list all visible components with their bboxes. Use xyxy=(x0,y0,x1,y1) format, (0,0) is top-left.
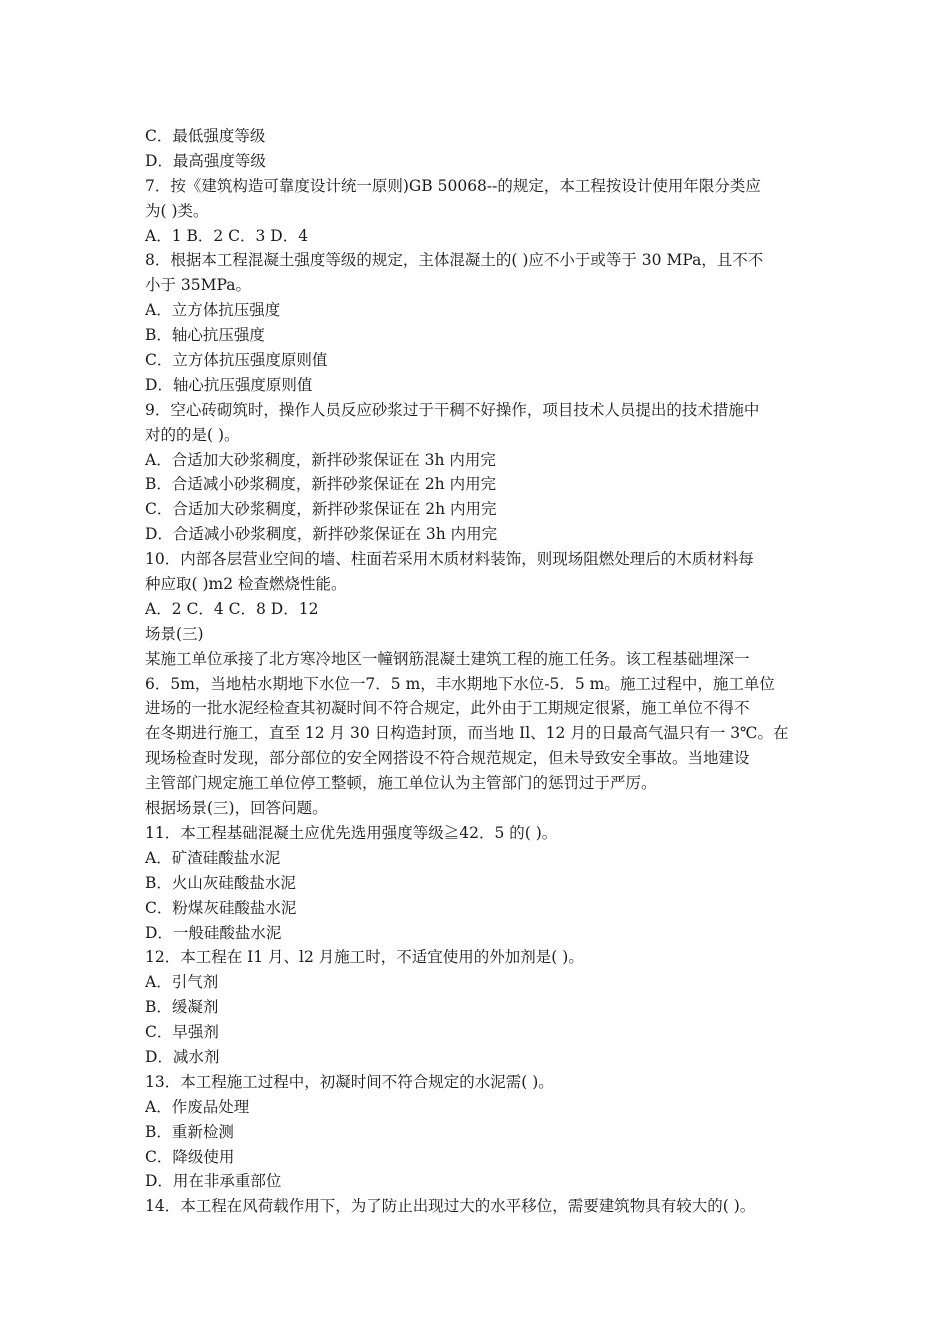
question-9-option-a: A．合适加大砂浆稠度，新拌砂浆保证在 3h 内用完 xyxy=(145,450,496,469)
question-13-option-d: D．用在非承重部位 xyxy=(145,1172,282,1191)
question-7-options: A．1 B．2 C．3 D．4 xyxy=(145,226,309,245)
question-10-options: A．2 C．4 C．8 D．12 xyxy=(145,599,319,618)
question-11-option-d: D．一般硅酸盐水泥 xyxy=(145,923,282,942)
option-d-line: D．最高强度等级 xyxy=(145,151,266,170)
scenario-text-line-5: 现场检查时发现，部分部位的安全网搭设不符合规范规定，但未导致安全事故。当地建设 xyxy=(145,749,750,768)
question-12-option-c: C．早强剂 xyxy=(145,1023,219,1042)
question-12: 12．本工程在 I1 月、l2 月施工时，不适宜使用的外加剂是( )。 xyxy=(145,948,584,967)
question-11: 11．本工程基础混凝土应优先选用强度等级≧42．5 的( )。 xyxy=(145,823,558,842)
question-13-option-a: A．作废品处理 xyxy=(145,1097,250,1116)
question-9-option-b: B．合适减小砂浆稠度，新拌砂浆保证在 2h 内用完 xyxy=(145,475,497,494)
question-8-line-2: 小于 35MPa。 xyxy=(145,276,251,295)
question-12-option-d: D．减水剂 xyxy=(145,1047,220,1066)
question-14: 14．本工程在风荷载作用下，为了防止出现过大的水平移位，需要建筑物具有较大的( )。 xyxy=(145,1197,756,1216)
scenario-text-line-4: 在冬期进行施工，直至 12 月 30 日构造封顶，而当地 Il、12 月的日最高气温只有一 3℃。在 xyxy=(145,724,789,743)
question-9-line-1: 9．空心砖砌筑时，操作人员反应砂浆过于干稠不好操作，项目技术人员提出的技术措施中 xyxy=(145,400,760,419)
question-8-option-d: D．轴心抗压强度原则值 xyxy=(145,375,313,394)
question-9-line-2: 对的的是( )。 xyxy=(145,425,240,444)
scenario-text-line-3: 进场的一批水泥经检查其初凝时间不符合规定，此外由于工期规定很紧，施工单位不得不 xyxy=(145,699,750,718)
document-body xyxy=(145,124,810,1219)
question-13-option-b: B．重新检测 xyxy=(145,1122,234,1141)
scenario-text-line-1: 某施工单位承接了北方寒冷地区一幢钢筋混凝土建筑工程的施工任务。该工程基础埋深一 xyxy=(145,649,750,668)
question-8-option-a: A．立方体抗压强度 xyxy=(145,301,281,320)
scenario-instruction: 根据场景(三)，回答问题。 xyxy=(145,799,328,818)
option-c-line: C．最低强度等级 xyxy=(145,127,266,145)
question-12-option-a: A．引气剂 xyxy=(145,973,219,992)
question-11-option-c: C．粉煤灰硅酸盐水泥 xyxy=(145,898,297,917)
scenario-text-line-6: 主管部门规定施工单位停工整顿，施工单位认为主管部门的惩罚过于严厉。 xyxy=(145,774,657,793)
question-11-option-a: A．矿渣硅酸盐水泥 xyxy=(145,848,281,867)
question-13-option-c: C．降级使用 xyxy=(145,1147,235,1166)
question-13: 13．本工程施工过程中，初凝时间不符合规定的水泥需( )。 xyxy=(145,1072,554,1091)
question-8-option-b: B．轴心抗压强度 xyxy=(145,326,265,345)
question-9-option-c: C．合适加大砂浆稠度，新拌砂浆保证在 2h 内用完 xyxy=(145,500,497,519)
question-8-option-c: C．立方体抗压强度原则值 xyxy=(145,351,328,370)
question-11-option-b: B．火山灰硅酸盐水泥 xyxy=(145,873,296,892)
question-7-line-1: 7．按《建筑构造可靠度设计统一原则)GB 50068--的规定，本工程按设计使用年限分类应 xyxy=(145,176,761,195)
question-12-option-b: B．缓凝剂 xyxy=(145,998,219,1017)
question-9-option-d: D．合适减小砂浆稠度，新拌砂浆保证在 3h 内用完 xyxy=(145,525,498,544)
question-10-line-1: 10．内部各层营业空间的墙、柱面若采用木质材料装饰，则现场阻燃处理后的木质材料每 xyxy=(145,550,754,569)
question-10-line-2: 种应取( )m2 检查燃烧性能。 xyxy=(145,575,347,594)
scenario-heading: 场景(三) xyxy=(145,624,204,643)
question-7-line-2: 为( )类。 xyxy=(145,201,209,220)
question-8-line-1: 8．根据本工程混凝土强度等级的规定，主体混凝土的( )应不小于或等于 30 MPa，且不不 xyxy=(145,251,764,270)
scenario-text-line-2: 6．5m，当地枯水期地下水位一7．5 m，丰水期地下水位-5．5 m。施工过程中，施工单位 xyxy=(145,674,775,693)
